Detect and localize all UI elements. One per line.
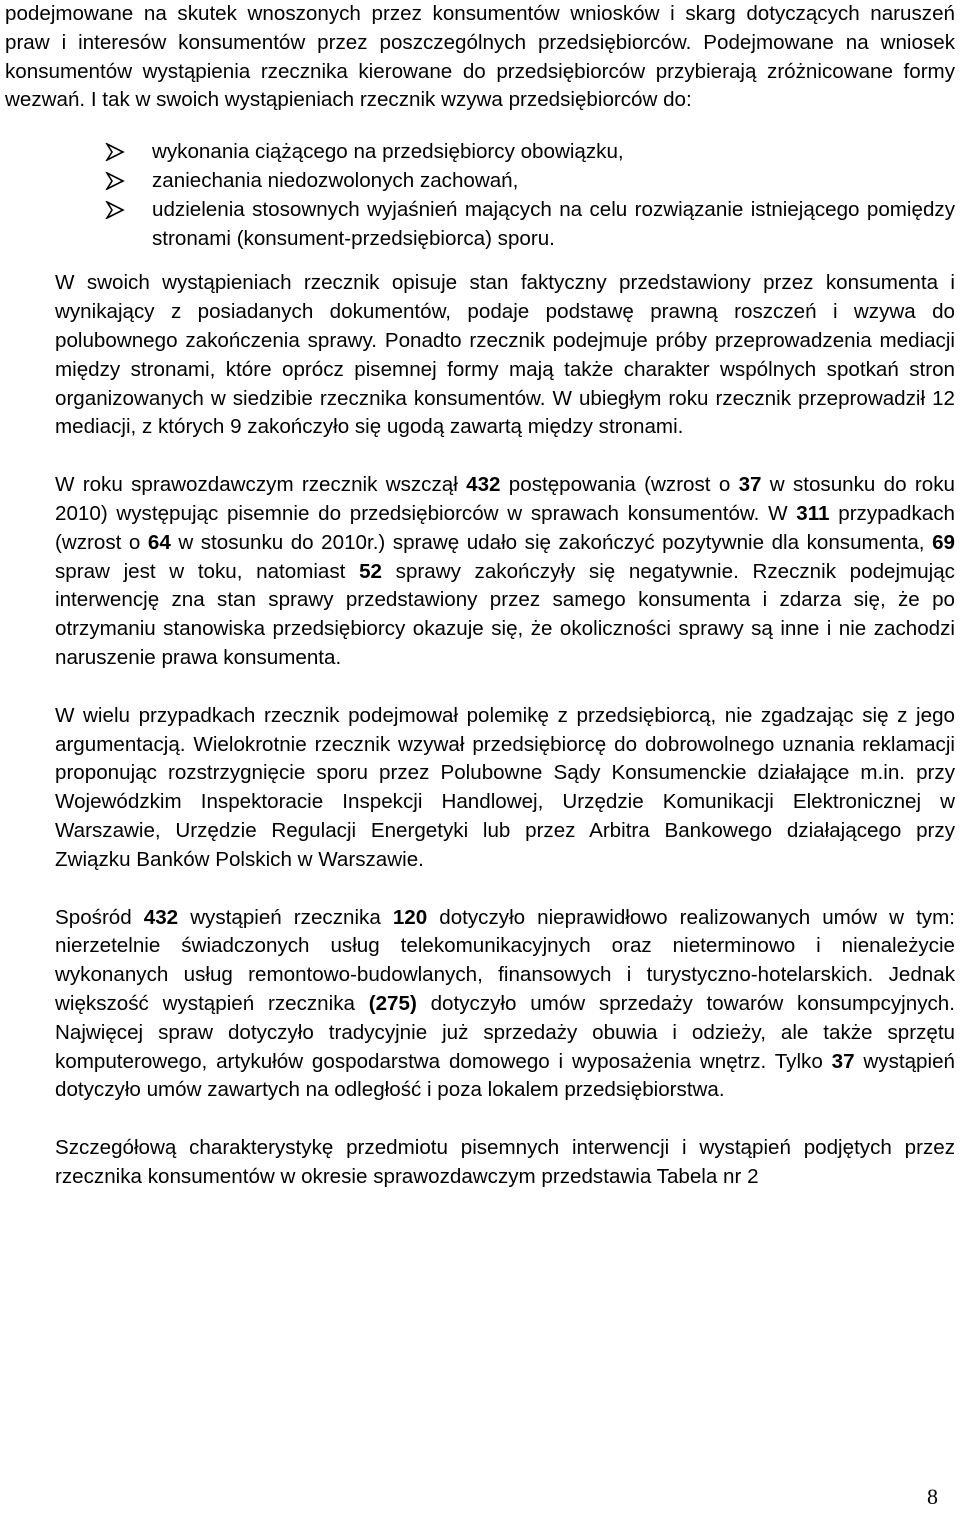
document-page [5,0,955,1192]
list-item-text: wykonania ciążącego na przedsiębiorcy obowiązku, [152,140,624,164]
polemic-paragraph: W wielu przypadkach rzecznik podejmował polemikę z przedsiębiorcą, nie zgadzając się z jego argumentacją. Wielokrotnie rzecznik wzywał przedsiębiorcę do dobrowolnego uznania reklamacji proponując rozstrzygnięcie sporu przez Polubowne Sądy Konsumenckie działające m.in. przy Wojewódzkim Inspektoracie Inspekcji Handlowej, Urzędzie Komunikacji Elektronicznej w Warszawie, Urzędzie Regulacji Energetyki lub przez Arbitra Bankowego działającego przy Związku Banków Polskich w Warszawie. [55,703,955,871]
text-segment: w stosunku do roku 2010) występując pisemnie do przedsiębiorców w sprawach konsumentów. W [55,473,955,525]
text-segment: przypadkach (wzrost o [55,501,955,554]
text-segment: sprawy zakończyły się negatywnie. Rzecznik podejmując interwencję zna stan sprawy przedstawiony przez samego konsumenta i zdarza się, że po otrzymaniu stanowiska przedsiębiorcy okazuje się, że okoliczności sprawy są inne i nie zachodzi naruszenie prawa konsumenta. [55,559,955,669]
number-value: 311 [796,501,830,525]
text-segment: W roku sprawozdawczym rzecznik wszczął [55,473,458,497]
text-segment: wystąpień dotyczyło umów zawartych na odległość i poza lokalem przedsiębiorstwa. [55,1049,955,1102]
text-segment: w stosunku do 2010r.) sprawę udało się zakończyć pozytywnie dla konsumenta, [178,530,925,554]
arrow-bullet-icon [105,143,125,161]
arrow-bullet-icon [105,201,125,219]
list-item-text: zaniechania niedozwolonych zachowań, [152,168,519,192]
text-segment: wystąpień rzecznika [190,905,381,929]
list-item [5,167,955,196]
text-segment: dotyczyło nieprawidłowo realizowanych umów w tym: nierzetelnie świadczonych usług telekomunikacyjnych oraz nieterminowo i nienależycie wykonanych usług remontowo-budowlanych, finansowych i turystyczno-hotelarskich. Jednak większość wystąpień rzecznika [55,905,955,1015]
mediation-paragraph: W swoich wystąpieniach rzecznik opisuje stan faktyczny przedstawiony przez konsumenta i wynikający z posiadanych dokumentów, podaje podstawę prawną roszczeń i wzywa do polubownego zakończenia sprawy. Ponadto rzecznik podejmuje próby przeprowadzenia mediacji między stronami, które oprócz pisemnej formy mają także charakter wspólnych spotkań stron organizowanych w siedzibie rzecznika konsumentów. W ubiegłym roku rzecznik przeprowadził 12 mediacji, z których 9 zakończyło się ugodą zawartą między stronami. [55,271,955,439]
number-value: 432 [466,473,501,497]
number-value: (275) [368,991,417,1015]
text-segment: postępowania (wzrost o [508,473,731,497]
list-item [5,196,955,254]
text-segment: spraw jest w toku, natomiast [55,559,346,583]
list-item [5,138,955,167]
number-value: 120 [392,905,428,929]
statistics-paragraph [5,471,955,673]
number-value: 37 [738,473,762,497]
text-segment: dotyczyło umów sprzedaży towarów konsumpcyjnych. Najwięcej spraw dotyczyło tradycyjnie już sprzedaży obuwia i odzieży, ale także sprzętu komputerowego, artykułów gospodarstwa domowego i wyposażenia wnętrz. Tylko [55,991,955,1073]
number-value: 69 [932,530,955,554]
number-value: 37 [831,1049,855,1073]
number-value: 52 [359,559,382,583]
number-value: 64 [147,530,171,554]
table-reference-paragraph: Szczegółową charakterystykę przedmiotu pisemnych interwencji i wystąpień podjętych przez rzecznika konsumentów w okresie sprawozdawczym przedstawia Tabela nr 2 [55,1136,955,1188]
list-item-text: udzielenia stosownych wyjaśnień mających na celu rozwiązanie istniejącego pomiędzy stronami (konsument-przedsiębiorca) sporu. [152,197,955,250]
demands-list [5,138,955,253]
number-value: 432 [143,905,179,929]
arrow-bullet-icon [105,172,125,190]
intro-paragraph: podejmowane na skutek wnoszonych przez konsumentów wniosków i skarg dotyczących naruszeń praw i interesów konsumentów przez poszczególnych przedsiębiorców. Podejmowane na wniosek konsumentów wystąpienia rzecznika kierowane do przedsiębiorców przybierają zróżnicowane formy wezwań. I tak w swoich wystąpieniach rzecznik wzywa przedsiębiorców do: [5,2,955,112]
text-segment: Spośród [55,905,132,929]
breakdown-paragraph [5,904,955,1106]
page-number: 8 [927,1484,938,1509]
